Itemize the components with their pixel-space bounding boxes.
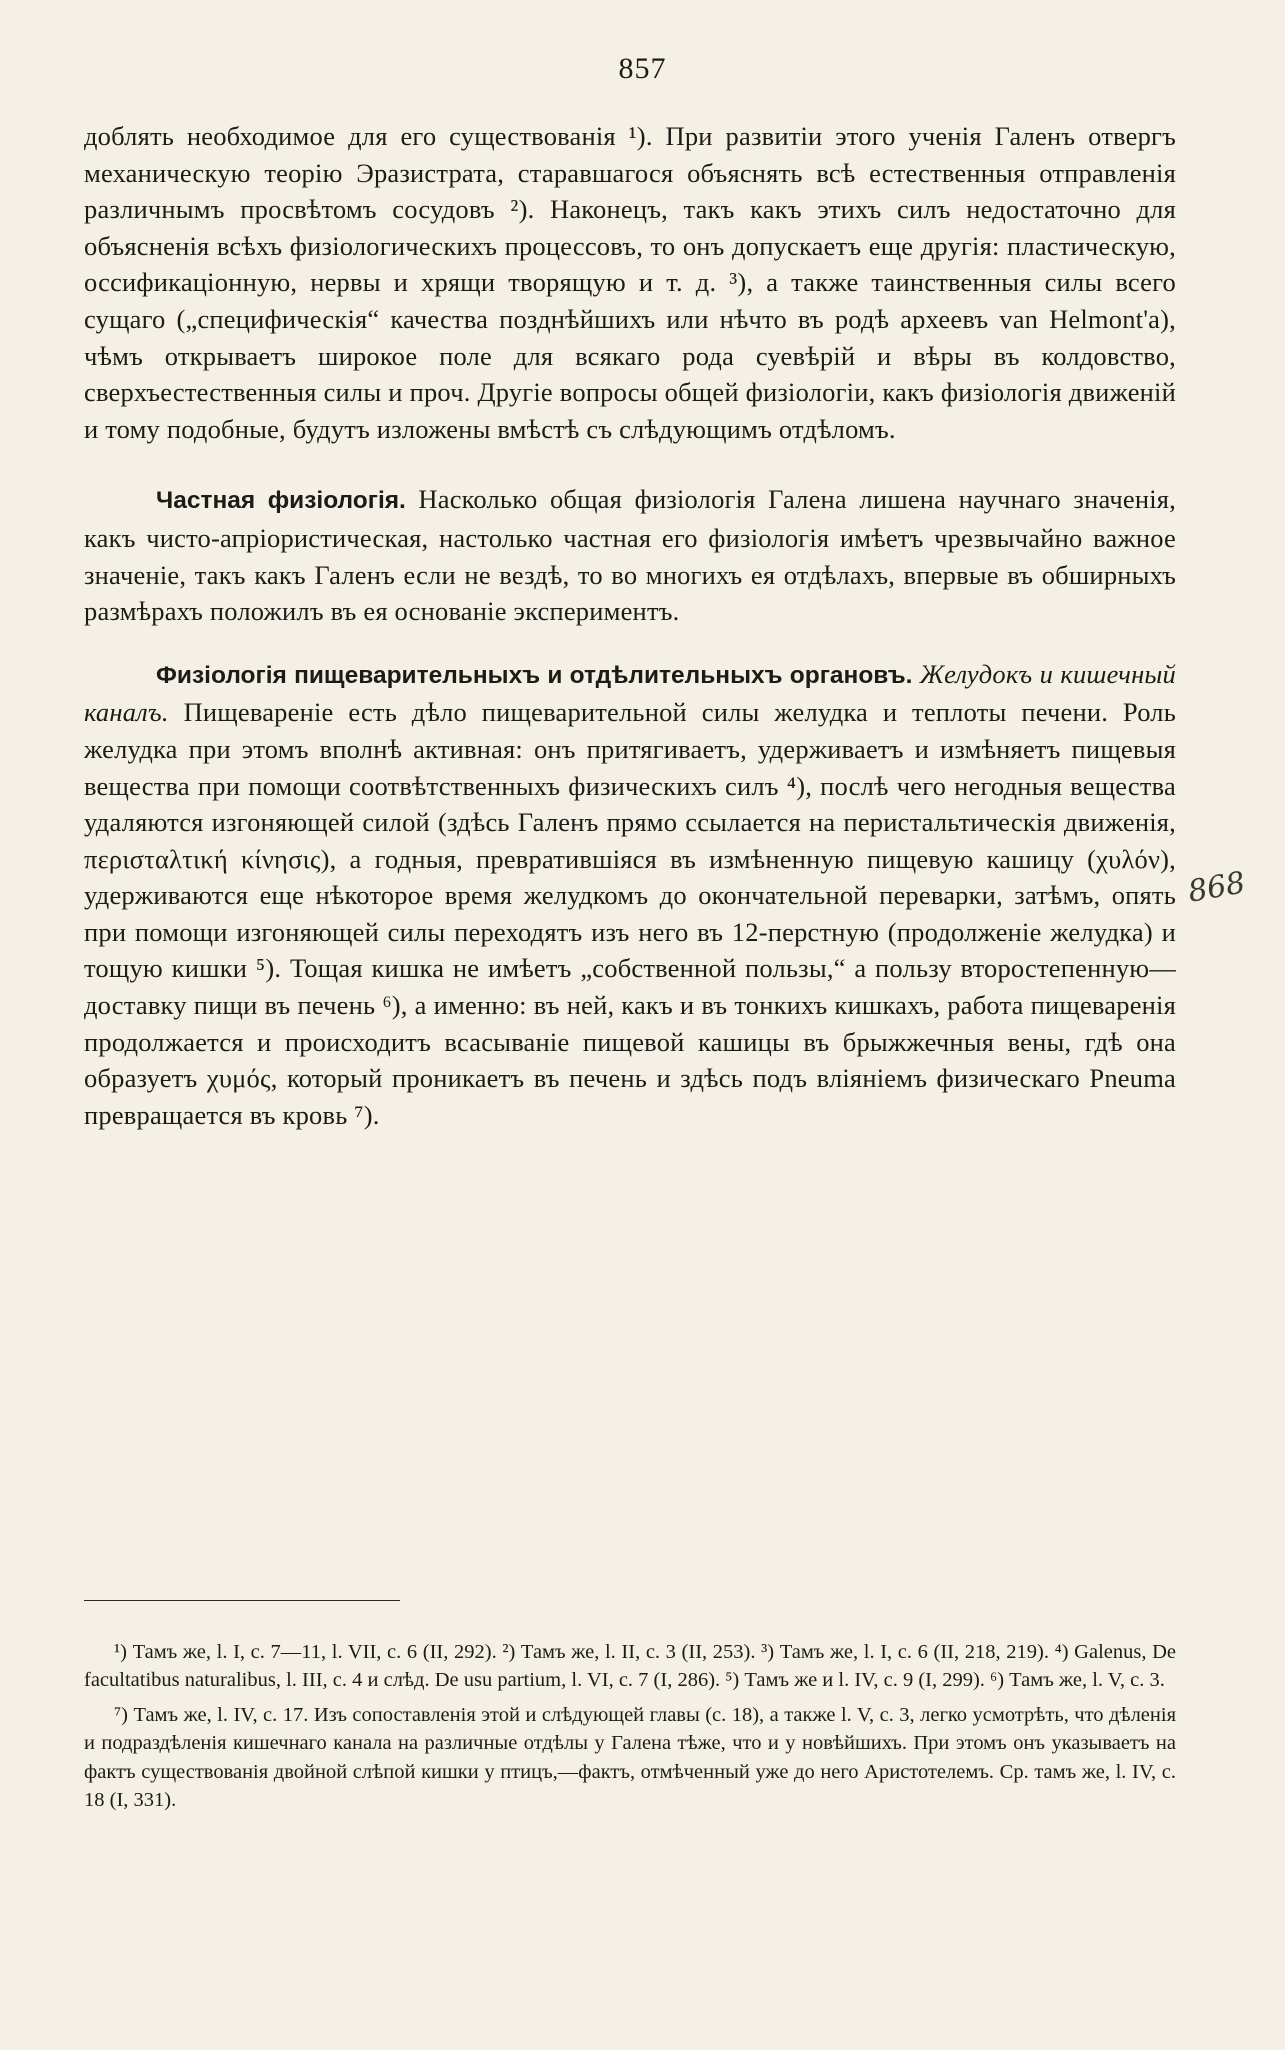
section-heading-digestive-organs: Физіологія пищеварительныхъ и отдѣлительныхъ органовъ.: [156, 661, 913, 689]
paragraph-special-physiology: [84, 481, 1176, 629]
margin-handwritten-note: 868: [1185, 865, 1248, 910]
paragraph-text: Пищевареніе есть дѣло пищеварительной силы желудка и теплоты печени. Роль желудка при этомъ вполнѣ активная: онъ притягиваетъ, удерживаетъ и измѣняетъ пищевыя вещества при помощи соотвѣтственныхъ физическихъ силъ ⁴), послѣ чего негодныя вещества удаляются изгоняющей силой (здѣсь Галенъ прямо ссылается на перистальтическія движенія, περισταλτική κίνησις), а годныя, превратившіяся въ измѣненную пищевую кашицу (χυλόν), удерживаются еще нѣкоторое время желудкомъ до окончательной переварки, затѣмъ, опять при помощи изгоняющей силы переходятъ изъ него въ 12-перстную (продолженіе желудка) и тощую кишки ⁵). Тощая кишка не имѣетъ „собственной пользы,“ а пользу второстепенную—доставку пищи въ печень ⁶), а именно: въ ней, какъ и въ тонкихъ кишкахъ, работа пищеваренія продолжается и происходитъ всасываніе пищевой кашицы въ брыжжечныя вены, гдѣ она образуетъ χυμός, который проникаетъ въ печень и здѣсь подъ вліяніемъ физическаго Pneuma превращается въ кровь ⁷).: [84, 697, 1177, 1130]
footnote-divider: [84, 1600, 400, 1601]
paragraph-digestive-organs: [84, 656, 1176, 1134]
paragraph-text: Насколько общая физіологія Галена лишена научнаго значенія, какъ чисто-апріористическая, настолько частная его физіологія имѣетъ чрезвычайно важное значеніе, такъ какъ Галенъ если не вездѣ, то во многихъ ея отдѣлахъ, впервые въ обширныхъ размѣрахъ положилъ въ ея основаніе экспериментъ.: [84, 484, 1176, 627]
main-text: [84, 118, 1176, 1133]
paragraph-general-physiology: доблять необходимое для его существованія ¹). При развитіи этого ученія Галенъ отвергъ механическую теорію Эразистрата, старавшагося объяснять всѣ естественныя отправленія различнымъ просвѣтомъ сосудовъ ²). Наконецъ, такъ какъ этихъ силъ недостаточно для объясненія всѣхъ физіологическихъ процессовъ, то онъ допускаетъ еще другія: пластическую, оссификаціонную, нервы и хрящи творящую и т. д. ³), а также таинственныя силы всего сущаго („специфическія“ качества позднѣйшихъ или нѣчто въ родѣ археевъ van Helmont'a), чѣмъ открываетъ широкое поле для всякаго рода суевѣрій и вѣры въ колдовство, сверхъестественныя силы и проч. Другіе вопросы общей физіологіи, какъ физіологія движеній и тому подобные, будутъ изложены вмѣстѣ съ слѣдующимъ отдѣломъ.: [84, 121, 1176, 444]
section-heading-special-physiology: Частная физіологія.: [156, 487, 406, 515]
footnotes-1-6: ¹) Тамъ же, l. I, c. 7—11, l. VII, c. 6 (II, 292). ²) Тамъ же, l. II, c. 3 (II, 253). ³) Тамъ же, l. I, c. 6 (II, 218, 219). ⁴) Galenus, De facultatibus naturalibus, l. III, c. 4 и слѣд. De usu partium, l. VI, c. 7 (I, 286). ⁵) Тамъ же и l. IV, c. 9 (I, 299). ⁶) Тамъ же, l. V, c. 3.: [84, 1641, 1176, 1692]
subheading-stomach-intestine: Желудокъ и кишечный каналъ.: [84, 658, 1177, 728]
footnote-7: ⁷) Тамъ же, l. IV, c. 17. Изъ сопоставленія этой и слѣдующей главы (с. 18), а также l. V, c. 3, легко усмотрѣть, что дѣленія и подраздѣленія кишечнаго канала на различные отдѣлы у Галена тѣже, что и у новѣйшихъ. При этомъ онъ указываетъ на фактъ существованія двойной слѣпой кишки у птицъ,—фактъ, отмѣченный уже до него Аристотелемъ. Ср. тамъ же, l. IV, c. 18 (I, 331).: [84, 1703, 1176, 1812]
page-number: 857: [618, 52, 667, 85]
footnotes: [84, 1638, 1176, 1814]
